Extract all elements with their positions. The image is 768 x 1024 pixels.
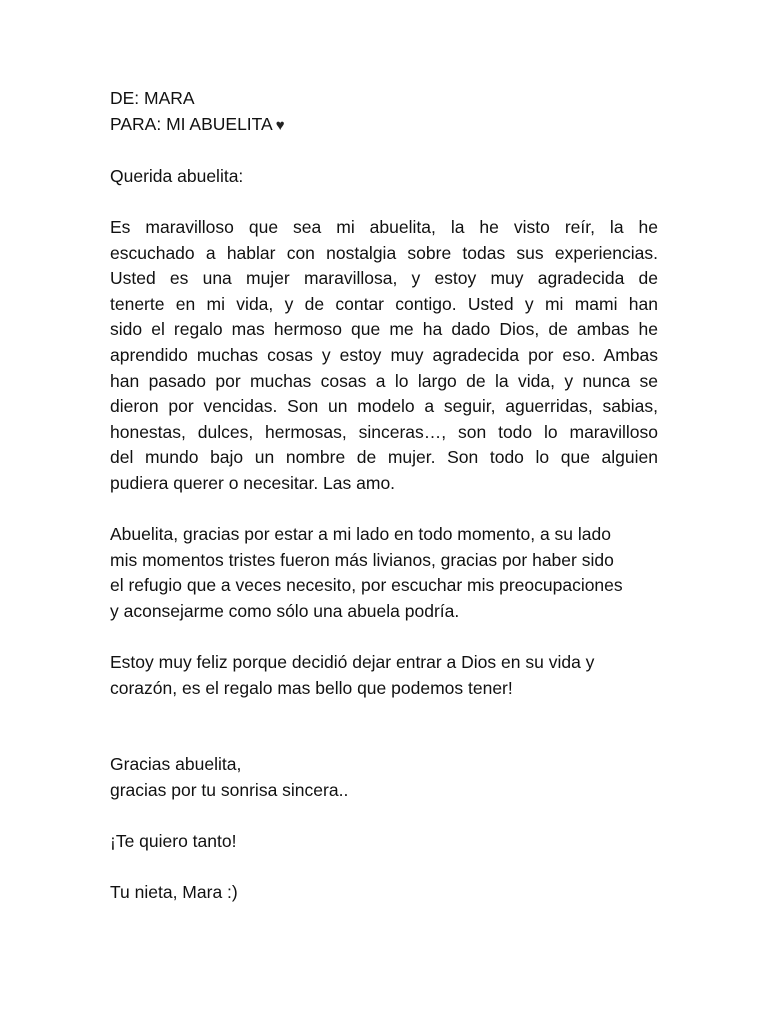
- greeting: Querida abuelita:: [110, 165, 244, 186]
- heart-icon: ♥: [275, 116, 285, 134]
- paragraph-1-line: Usted es una mujer maravillosa, y estoy muy agradecida de: [110, 268, 658, 289]
- paragraph-3-line: Estoy muy feliz porque decidió dejar entrar a Dios en su vida y: [110, 652, 595, 673]
- from-line: DE: MARA: [110, 88, 195, 108]
- paragraph-2: [110, 522, 658, 624]
- paragraph-1-line: del mundo bajo un nombre de mujer. Son todo lo que alguien: [110, 447, 658, 468]
- paragraph-1-line: tenerte en mi vida, y de contar contigo. Usted y mi mami han: [110, 293, 658, 314]
- paragraph-2-line: mis momentos tristes fueron más livianos, gracias por haber sido: [110, 549, 614, 570]
- paragraph-1-line: sido el regalo mas hermoso que me ha dado Dios, de ambas he: [110, 319, 658, 340]
- paragraph-1-line: han pasado por muchas cosas a lo largo de la vida, y nunca se: [110, 370, 658, 391]
- exclamation: ¡Te quiero tanto!: [110, 831, 237, 852]
- paragraph-1-line: honestas, dulces, hermosas, sinceras…, son todo lo maravilloso: [110, 421, 658, 442]
- closing: [110, 752, 658, 803]
- paragraph-3: [110, 650, 658, 701]
- paragraph-2-line: y aconsejarme como sólo una abuela podría.: [110, 600, 460, 621]
- paragraph-1-last-line: pudiera querer o necesitar. Las amo.: [110, 472, 396, 493]
- closing-line: Gracias abuelita,: [110, 754, 242, 775]
- paragraph-1-line: dieron por vencidas. Son un modelo a seguir, aguerridas, sabias,: [110, 396, 658, 417]
- signature: Tu nieta, Mara :): [110, 882, 238, 903]
- closing-line: gracias por tu sonrisa sincera..: [110, 780, 349, 801]
- paragraph-1-line: aprendido muchas cosas y estoy muy agradecida por eso. Ambas: [110, 344, 658, 365]
- to-line-wrapper: [110, 112, 658, 139]
- paragraph-1-line: escuchado a hablar con nostalgia sobre todas sus experiencias.: [110, 242, 658, 263]
- to-line: PARA: MI ABUELITA: [110, 113, 273, 134]
- letter-header: [110, 86, 658, 138]
- paragraph-3-line: corazón, es el regalo mas bello que podemos tener!: [110, 677, 513, 698]
- paragraph-2-line: el refugio que a veces necesito, por escuchar mis preocupaciones: [110, 575, 623, 596]
- paragraph-1-line: Es maravilloso que sea mi abuelita, la he visto reír, la he: [110, 216, 658, 237]
- letter-body: [110, 86, 658, 906]
- paragraph-1: [110, 215, 658, 497]
- paragraph-2-line: Abuelita, gracias por estar a mi lado en todo momento, a su lado: [110, 524, 611, 545]
